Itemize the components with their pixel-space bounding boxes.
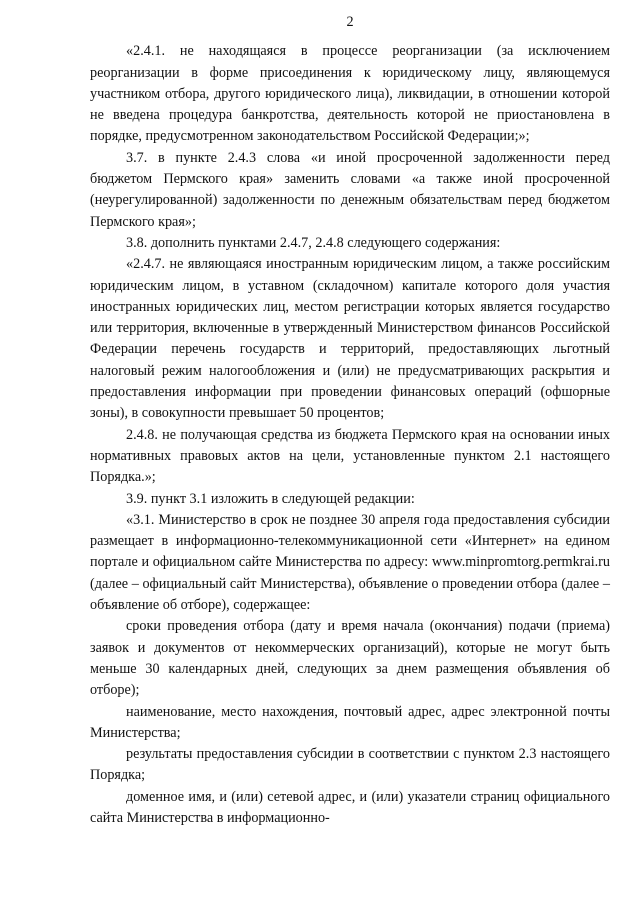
- paragraph-2-4-7: «2.4.7. не являющаяся иностранным юридическим лицом, а также российским юридическим лицом, в уставном (складочном) капитале которого доля участия иностранных юридических лиц, местом регистрации которых является государство или территория, включенные в утвержденный Министерством финансов Российской Федерации перечень государств и территорий, предоставляющих льготный налоговый режим налогообложения и (или) не предусматривающих раскрытия и предоставления информации при проведении финансовых операций (офшорные зоны), в совокупности превышает 50 процентов;: [90, 256, 610, 422]
- paragraph-deadlines: сроки проведения отбора (дату и время начала (окончания) подачи (приема) заявок и документов от некоммерческих организаций), которые не могут быть меньше 30 календарных дней, следующих за днем размещения объявления об отборе);: [90, 618, 610, 699]
- paragraph-3-1: «3.1. Министерство в срок не позднее 30 апреля года предоставления субсидии размещает в информационно-телекоммуникационной сети «Интернет» на едином портале и официальном сайте Министерства по адресу: www.minpromtorg.permkrai.ru (далее – официальный сайт Министерства), объявление о проведении отбора (далее – объявление об отборе), содержащее:: [90, 511, 610, 614]
- paragraph-results: результаты предоставления субсидии в соответствии с пунктом 2.3 настоящего Порядка;: [90, 746, 610, 784]
- paragraph-3-8: 3.8. дополнить пунктами 2.4.7, 2.4.8 следующего содержания:: [126, 234, 501, 251]
- paragraph-ministry-contacts: наименование, место нахождения, почтовый адрес, адрес электронной почты Министерства;: [90, 703, 610, 741]
- page-number: 2: [346, 14, 354, 30]
- paragraph-3-7: 3.7. в пункте 2.4.3 слова «и иной просроченной задолженности перед бюджетом Пермского края» заменить словами «а также иной просроченной (неурегулированной) задолженности по денежным обязательствам перед бюджетом Пермского края»;: [90, 149, 610, 230]
- paragraph-3-9: 3.9. пункт 3.1 изложить в следующей редакции:: [126, 490, 415, 507]
- paragraph-2-4-8: 2.4.8. не получающая средства из бюджета Пермского края на основании иных нормативных правовых актов на цели, установленные пунктом 2.1 настоящего Порядка.»;: [90, 426, 610, 486]
- paragraph-2-4-1: «2.4.1. не находящаяся в процессе реорганизации (за исключением реорганизации в форме присоединения к юридическому лицу, являющемуся участником отбора, другого юридического лица), ликвидации, в отношении которой не введена процедура банкротства, деятельность которой не приостановлена в порядке, предусмотренном законодательством Российской Федерации;»;: [90, 43, 610, 145]
- paragraph-domain-name: доменное имя, и (или) сетевой адрес, и (или) указатели страниц официального сайта Министерства в информационно-: [90, 788, 610, 826]
